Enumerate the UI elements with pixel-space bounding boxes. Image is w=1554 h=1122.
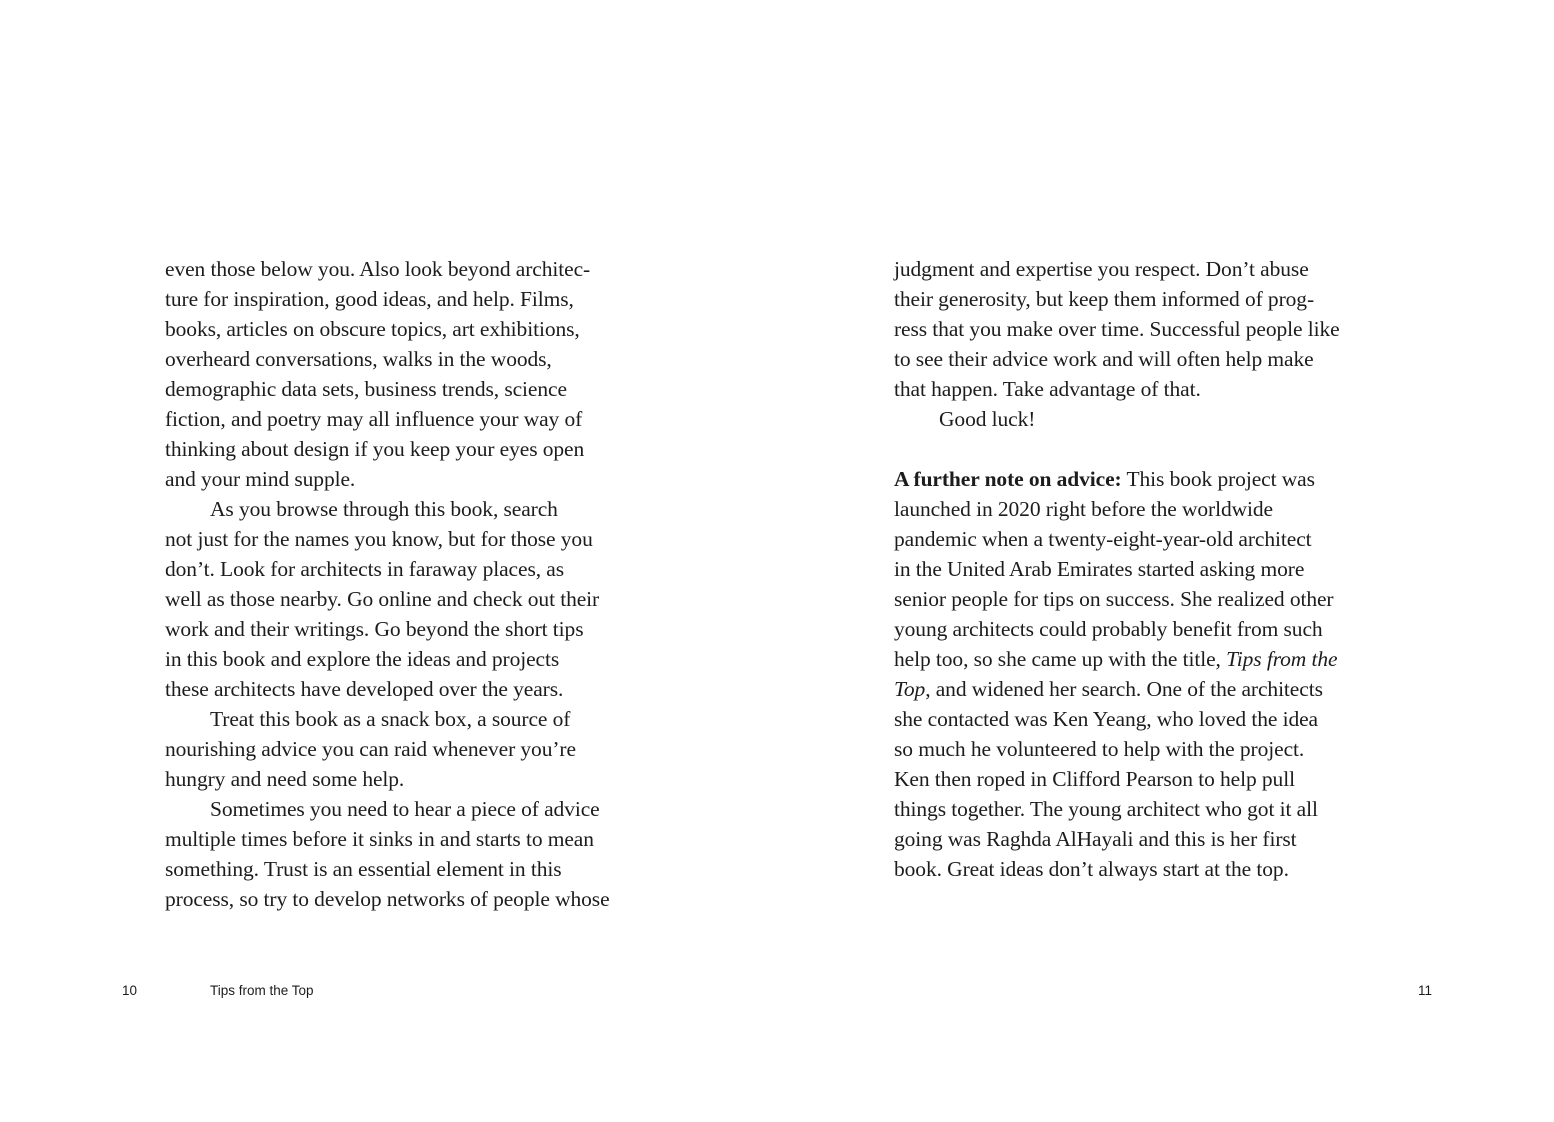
paragraph-gap xyxy=(894,434,1414,464)
note-top-line xyxy=(894,674,1414,704)
body-line: something. Trust is an essential element in this xyxy=(165,857,562,881)
note-heading: A further note on advice: xyxy=(894,467,1122,491)
right-body-text xyxy=(894,254,1414,884)
body-line: ress that you make over time. Successful people like xyxy=(894,317,1340,341)
note-line: so much he volunteered to help with the project. xyxy=(894,737,1305,761)
note-line: pandemic when a twenty-eight-year-old architect xyxy=(894,527,1312,551)
note-text: This book project was xyxy=(1121,467,1315,491)
body-line: Sometimes you need to hear a piece of advice xyxy=(210,797,600,821)
body-line: overheard conversations, walks in the woods, xyxy=(165,347,552,371)
note-line: in the United Arab Emirates started asking more xyxy=(894,557,1305,581)
left-body-text xyxy=(165,254,685,914)
note-line: she contacted was Ken Yeang, who loved the idea xyxy=(894,707,1318,731)
note-text: help too, so she came up with the title, xyxy=(894,647,1227,671)
body-line: don’t. Look for architects in faraway places, as xyxy=(165,557,564,581)
closing-line: Good luck! xyxy=(939,407,1036,431)
body-line: thinking about design if you keep your eyes open xyxy=(165,437,585,461)
body-line: their generosity, but keep them informed of prog- xyxy=(894,287,1314,311)
body-line: fiction, and poetry may all influence your way of xyxy=(165,407,583,431)
note-line: senior people for tips on success. She realized other xyxy=(894,587,1334,611)
body-line: judgment and expertise you respect. Don’t abuse xyxy=(894,257,1309,281)
note-line: young architects could probably benefit from such xyxy=(894,617,1323,641)
note-line: things together. The young architect who got it all xyxy=(894,797,1318,821)
note-line: launched in 2020 right before the worldwide xyxy=(894,497,1274,521)
body-line: books, articles on obscure topics, art exhibitions, xyxy=(165,317,580,341)
body-line: and your mind supple. xyxy=(165,467,356,491)
note-text: , and widened her search. One of the architects xyxy=(925,677,1323,701)
note-line: book. Great ideas don’t always start at the top. xyxy=(894,857,1289,881)
book-title-italic: Tips from the xyxy=(1226,647,1338,671)
right-page xyxy=(777,0,1554,1122)
body-line: well as those nearby. Go online and check out their xyxy=(165,587,600,611)
note-heading-line xyxy=(894,464,1414,494)
body-line: hungry and need some help. xyxy=(165,767,405,791)
body-line: in this book and explore the ideas and projects xyxy=(165,647,560,671)
note-line: Ken then roped in Clifford Pearson to help pull xyxy=(894,767,1295,791)
body-line: these architects have developed over the years. xyxy=(165,677,564,701)
body-line: As you browse through this book, search xyxy=(210,497,558,521)
body-line: ture for inspiration, good ideas, and help. Films, xyxy=(165,287,574,311)
running-head: Tips from the Top xyxy=(210,983,314,998)
body-line: work and their writings. Go beyond the short tips xyxy=(165,617,584,641)
body-line: to see their advice work and will often help make xyxy=(894,347,1314,371)
body-line: nourishing advice you can raid whenever you’re xyxy=(165,737,576,761)
book-title-italic: Top xyxy=(894,677,926,701)
body-line: process, so try to develop networks of people whose xyxy=(165,887,610,911)
body-line: demographic data sets, business trends, science xyxy=(165,377,567,401)
note-title-line xyxy=(894,644,1414,674)
body-line: that happen. Take advantage of that. xyxy=(894,377,1201,401)
body-line: Treat this book as a snack box, a source of xyxy=(210,707,571,731)
body-line: even those below you. Also look beyond architec- xyxy=(165,257,591,281)
body-line: not just for the names you know, but for those you xyxy=(165,527,593,551)
note-line: going was Raghda AlHayali and this is her first xyxy=(894,827,1297,851)
body-line: multiple times before it sinks in and starts to mean xyxy=(165,827,594,851)
page-number-left: 10 xyxy=(122,983,138,998)
page-number-right: 11 xyxy=(1418,983,1433,998)
